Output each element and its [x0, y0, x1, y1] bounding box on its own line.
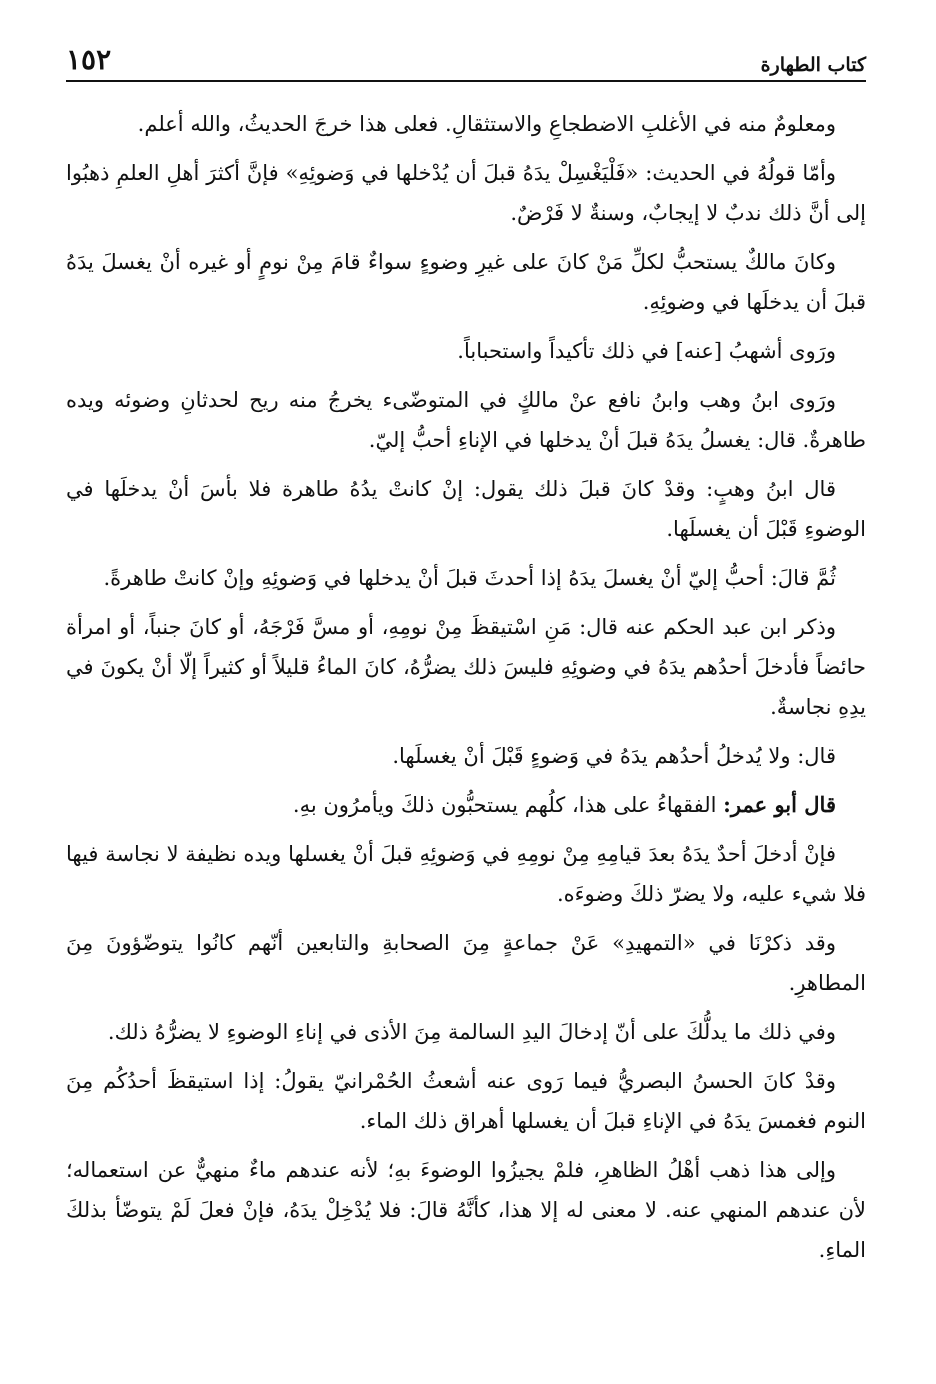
paragraph: قال ابنُ وهبٍ: وقدْ كانَ قبلَ ذلك يقول: إنْ كانتْ يدُهُ طاهرة فلا بأسَ أنْ يدخلَها في الوضوءِ قَبْلَ أن يغسلَها.: [66, 477, 866, 541]
paragraph: وكانَ مالكٌ يستحبُّ لكلِّ مَنْ كانَ على غيرِ وضوءٍ سواءٌ قامَ مِنْ نومٍ أو غيره أنْ يغسلَ يدَهُ قبلَ أن يدخلَها في وضوئِهِ.: [66, 250, 866, 314]
paragraph: وأمّا قولُهُ في الحديث: «فَلْيَغْسِلْ يدَهُ قبلَ أن يُدْخلها في وَضوئِهِ» فإنَّ أكثرَ أهلِ العلمِ ذهبُوا إلى أنَّ ذلك ندبٌ لا إيجابٌ، وسنةٌ لا فَرْضٌ.: [66, 161, 866, 225]
paragraph: وذكر ابن عبد الحكم عنه قال: مَنِ اسْتيقظَ مِنْ نومِهِ، أو مسَّ فَرْجَهُ، أو كانَ جنباً، أو امرأة حائضاً فأدخلَ أحدُهم يدَهُ في وضوئِهِ فليسَ ذلك يضرُّهُ، كانَ الماءُ قليلاً أو كثيراً إلّا أنْ يكونَ في يدِهِ نجاسةٌ.: [66, 615, 866, 719]
paragraph: ثُمَّ قالَ: أحبُّ إليّ أنْ يغسلَ يدَهُ إذا أحدثَ قبلَ أنْ يدخلها في وَضوئِهِ وإنْ كانتْ طاهرةً.: [103, 566, 836, 590]
paragraph: وقد ذكرْنَا في «التمهيدِ» عَنْ جماعةٍ مِنَ الصحابةِ والتابعين أنّهم كانُوا يتوضّؤونَ مِنَ المطاهرِ.: [66, 931, 866, 995]
paragraph: ورَوى أشهبُ [عنه] في ذلك تأكيداً واستحباباً.: [457, 339, 836, 363]
paragraph: ورَوى ابنُ وهب وابنُ نافع عنْ مالكٍ في المتوضّىء يخرجُ منه ريح لحدثانِ وضوئه ويده طاهرةٌ. قال: يغسلُ يدَهُ قبلَ أنْ يدخلها في الإناءِ أحبُّ إليّ.: [66, 388, 866, 452]
paragraph: وفي ذلك ما يدلُّكَ على أنّ إدخالَ اليدِ السالمة مِنَ الأذى في إناءِ الوضوءِ لا يضرُّهُ ذلك.: [107, 1020, 836, 1044]
book-title: كتاب الطهارة: [760, 54, 866, 76]
speaker-label: قال أبو عمر:: [723, 792, 836, 817]
paragraph-text: الفقهاءُ على هذا، كلُهم يستحبُّون ذلكَ ويأمرُون بهِ.: [292, 793, 724, 817]
paragraph: ومعلومٌ منه في الأغلبِ الاضطجاعِ والاستثقالِ. فعلى هذا خرجَ الحديثُ، والله أعلم.: [137, 112, 836, 136]
paragraph: [66, 785, 866, 825]
paragraph: فإنْ أدخلَ أحدٌ يدَهُ بعدَ قيامِهِ مِنْ نومِهِ في وَضوئِهِ قبلَ أنْ يغسلها ويده نظيفة لا نجاسة فيها فلا شيء عليه، ولا يضرّ ذلكَ وضوءَه.: [66, 842, 866, 906]
page-header: [66, 36, 866, 82]
paragraph: وإلى هذا ذهب أهْلُ الظاهرِ، فلمْ يجيزُوا الوضوءَ بهِ؛ لأنه عندهم ماءٌ منهيٌّ عن استعماله؛ لأن عندهم المنهي عنه. لا معنى له إلا هذا، كأنَّهُ قالَ: فلا يُدْخِلْ يدَهُ، فإنْ فعلَ لَمْ يتوضّأ بذلكَ الماءِ.: [66, 1158, 866, 1262]
paragraph: قال: ولا يُدخلُ أحدُهم يدَهُ في وَضوءٍ قَبْلَ أنْ يغسلَها.: [392, 744, 836, 768]
body-text: [66, 104, 866, 1270]
paragraph: وقدْ كانَ الحسنُ البصريُّ فيما رَوى عنه أشعثُ الحُمْرانيّ يقولُ: إذا استيقظَ أحدُكُم مِنَ النوم فغمسَ يدَهُ في الإناءِ قبلَ أن يغسلها أهراق ذلك الماء.: [66, 1069, 866, 1133]
page-number: ١٥٢: [66, 43, 112, 76]
